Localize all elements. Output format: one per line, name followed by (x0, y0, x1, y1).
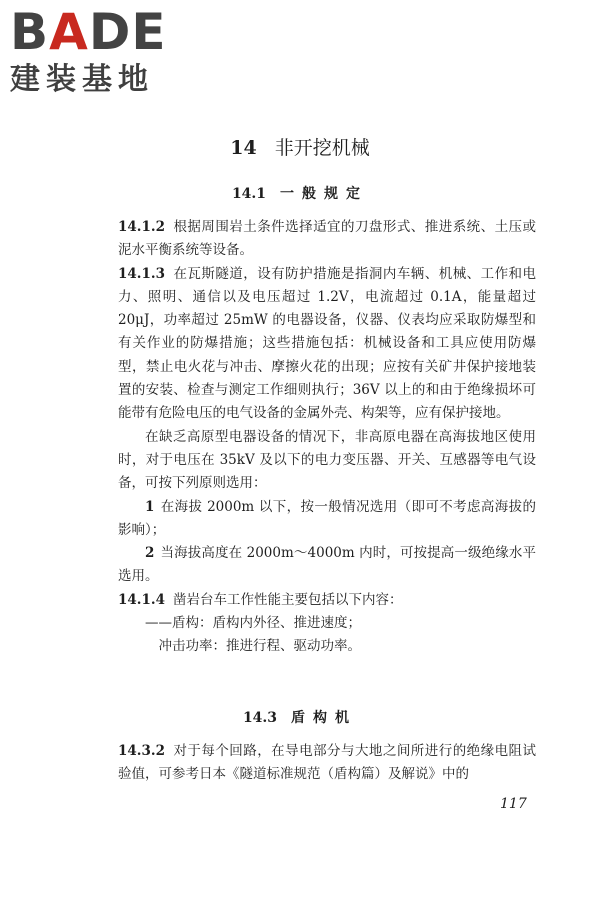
section-title: 盾构机 (291, 710, 358, 726)
section-number: 14.1 (231, 186, 267, 202)
clause-text: 在瓦斯隧道，设有防护措施是指洞内车辆、机械、工作和电力、照明、通信以及电压超过 1.2V，电流超过 0.1A，能量超过 20μJ，功率超过 25mW 的电器设备，仪器、仪表均应采取防爆型和有关作业的防爆措施；这些措施包括：机械设备和工具应使用防爆型，禁止电火花与冲击、摩擦火花的出现；应按有关矿井保护接地装置的安装、检查与测定工作细则执行；36V 以上的和由于绝缘损坏可能带有危险电压的电气设备的金属外壳、构架等，应有保护接地。 (118, 265, 536, 422)
paragraph-altitude: 在缺乏高原型电器设备的情况下，非高原电器在高海拔地区使用时，对于电压在 35kV 及以下的电力变压器、开关、互感器等电气设备，可按下列原则选用： (118, 428, 536, 492)
logo-wordmark (10, 4, 167, 60)
chapter-number: 14 (230, 137, 257, 159)
chapter-title: 非开挖机械 (274, 137, 370, 159)
clause-number: 14.3.2 (118, 743, 165, 759)
section-body-14-3 (118, 740, 536, 787)
clause-text: 凿岩台车工作性能主要包括以下内容： (172, 591, 403, 608)
clause-number: 14.1.2 (118, 219, 165, 235)
brand-logo (6, 4, 186, 104)
chapter-heading (0, 134, 600, 162)
dash-item-1: ——盾构：盾构内外径、推进速度； (145, 615, 361, 632)
clause-number: 14.1.3 (118, 265, 165, 282)
list-item-1 (118, 496, 536, 543)
item-number: 1 (145, 498, 155, 515)
clause-text: 根据周围岩土条件选择适宜的刀盘形式、推进系统、土压或泥水平衡系统等设备。 (118, 219, 536, 259)
dash-item-2: 冲击功率：推进行程、驱动功率。 (158, 638, 361, 655)
section-heading-14-1 (0, 183, 600, 205)
clause-number: 14.1.4 (118, 591, 165, 608)
item-number: 2 (145, 545, 155, 562)
clause-14-1-2 (118, 216, 536, 263)
logo-letter-b: B (10, 3, 50, 61)
clause-14-1-3 (118, 263, 536, 426)
item-text: 在海拔 2000m 以下，按一般情况选用（即可不考虑高海拔的影响）； (118, 498, 536, 538)
list-item-2 (118, 542, 536, 589)
logo-letter-a: A (49, 3, 89, 61)
section-body-14-1 (118, 216, 536, 659)
section-title: 一般规定 (280, 186, 369, 202)
section-heading-14-3 (0, 707, 600, 729)
logo-letters-de: DE (88, 3, 167, 61)
logo-subtitle: 建装基地 (10, 62, 154, 97)
item-text: 当海拔高度在 2000m～4000m 内时，可按提高一级绝缘水平选用。 (118, 545, 536, 585)
clause-14-3-2 (118, 740, 536, 787)
clause-14-1-4 (118, 589, 536, 612)
page-number: 117 (500, 796, 527, 812)
section-number: 14.3 (242, 710, 278, 726)
clause-text: 对于每个回路，在导电部分与大地之间所进行的绝缘电阻试验值，可参考日本《隧道标准规范（盾构篇）及解说》中的 (118, 743, 536, 783)
